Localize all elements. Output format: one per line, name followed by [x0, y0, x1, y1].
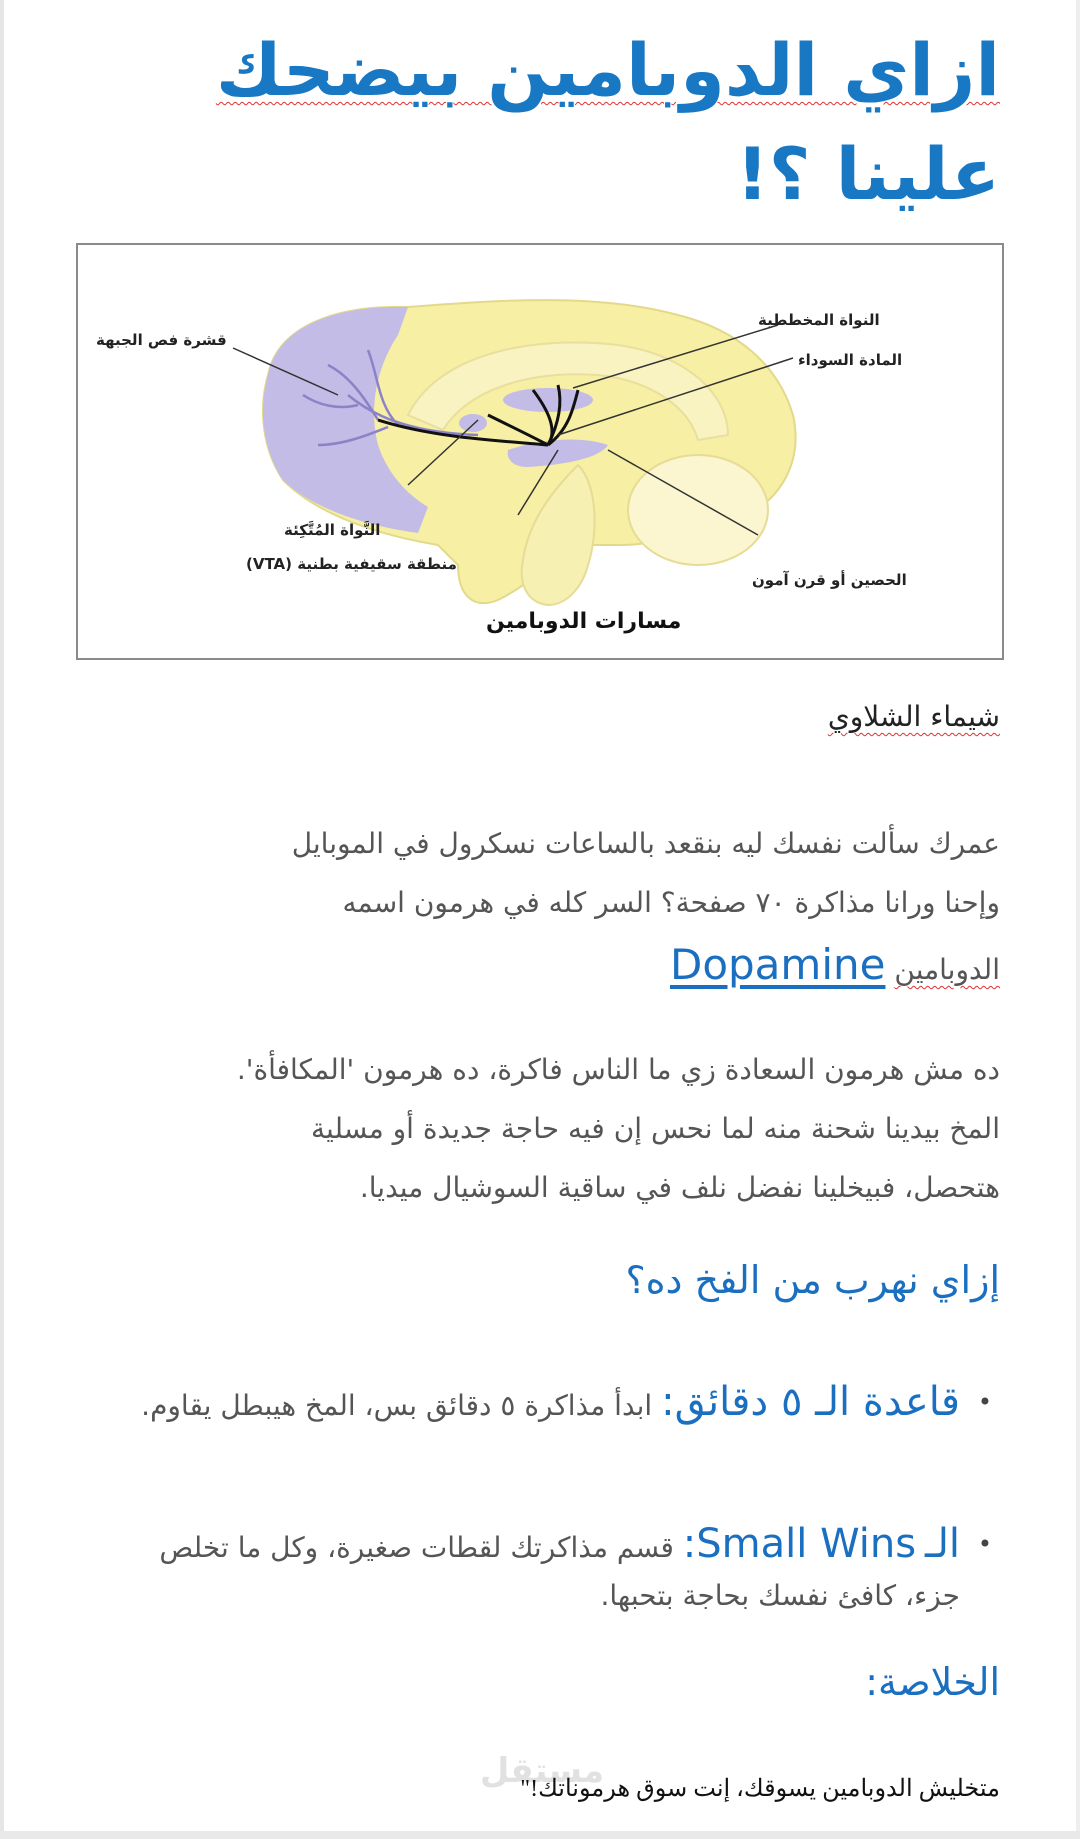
intro-line-2: وإحنا ورانا مذاكرة ٧٠ صفحة؟ السر كله في هرمون اسمه: [342, 886, 1000, 919]
tip2-lead-en: Small Wins: [696, 1521, 917, 1567]
escape-heading: إزاي نهرب من الفخ ده؟: [625, 1258, 1000, 1302]
dopamine-pathways-figure: [76, 243, 1004, 660]
brain-diagram: [78, 245, 1002, 658]
reward-paragraph: [100, 1040, 1000, 1217]
summary-heading: الخلاصة:: [865, 1660, 1000, 1704]
figure-caption: مسارات الدوبامين: [486, 609, 682, 634]
intro-line-1: عمرك سألت نفسك ليه بنقعد بالساعات نسكرول في الموبايل: [291, 827, 1000, 860]
label-vta: منطقة سقيفية بطنية (VTA): [246, 555, 457, 573]
dopamine-english-link[interactable]: Dopamine: [669, 940, 886, 989]
para2-line-3: هتحصل، فبيخلينا نفضل نلف في ساقية السوشيال ميديا.: [359, 1171, 1000, 1204]
article-title: [120, 18, 1000, 226]
accumbens-purple: [459, 414, 487, 432]
label-prefrontal-cortex: قشرة فص الجبهة: [96, 331, 227, 349]
para2-line-2: المخ بيدينا شحنة منه لما نحس إن فيه حاجة جديدة أو مسلية: [311, 1112, 1000, 1145]
dopamine-link[interactable]: [200, 940, 1000, 989]
page-edge-right: [1076, 0, 1080, 1839]
label-striatum: النواة المخططية: [758, 311, 880, 329]
page-edge-left: [0, 0, 4, 1839]
bullet-dot: •: [977, 1530, 992, 1558]
title-line-1: ازاي الدوبامين بيضحك: [215, 28, 1000, 112]
tip1-text: ابدأ مذاكرة ٥ دقائق بس، المخ هيبطل يقاوم.: [141, 1389, 653, 1422]
watermark-text: مستقل: [479, 1751, 605, 1791]
label-substantia-nigra: المادة السوداء: [798, 351, 903, 369]
tip2-text: قسم مذاكرتك لقطات صغيرة، وكل ما تخلص جزء، كافئ نفسك بحاجة بتحبها.: [159, 1531, 960, 1612]
tip1-lead: قاعدة الـ ٥ دقائق:: [661, 1379, 960, 1425]
hippocampus-region: [628, 455, 768, 565]
closing-sentence: متخليش الدوبامين يسوقك، إنت سوق هرموناتك!": [520, 1776, 1000, 1802]
label-hippocampus: الحصين أو قرن آمون: [752, 571, 907, 589]
tip-five-minutes: [100, 1378, 1000, 1430]
page-edge-bottom: [0, 1831, 1080, 1839]
intro-paragraph: [100, 814, 1000, 932]
dopamine-arabic: الدوبامين: [894, 953, 1000, 986]
striatum-purple: [503, 388, 593, 412]
bullet-dot: •: [977, 1388, 992, 1416]
label-nucleus-accumbens: النَّواة المُتَّكِئة: [284, 521, 381, 539]
tip-small-wins: • الـ Small Wins: قسم مذاكرتك لقطات صغيرة، وكل ما تخلص جزء، كافئ نفسك بحاجة بتحبها.: [159, 1521, 992, 1612]
tip2-lead-ar: الـ: [924, 1521, 960, 1567]
author-name: شيماء الشلاوي: [827, 700, 1000, 733]
para2-line-1: ده مش هرمون السعادة زي ما الناس فاكرة، ده هرمون 'المكافأة'.: [236, 1053, 1000, 1086]
title-line-2: علينا ؟!: [735, 132, 1000, 216]
